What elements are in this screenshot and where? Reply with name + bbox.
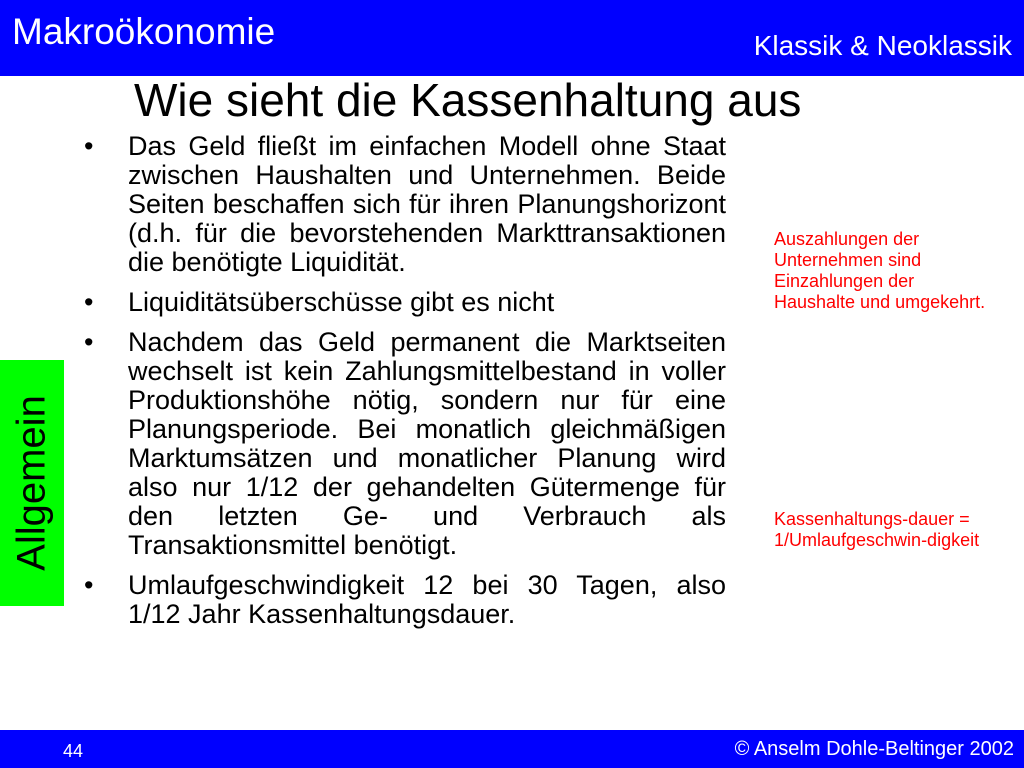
bullet-text: Liquiditätsüberschüsse gibt es nicht (128, 287, 555, 317)
side-note-formula: Kassenhaltungs-dauer = 1/Umlaufgeschwin-digkeit (774, 509, 980, 550)
section-tab-label: Allgemein (9, 395, 54, 571)
footer-bar (0, 730, 1024, 768)
list-item (84, 288, 726, 317)
bullet-text: Nachdem das Geld permanent die Marktseiten wechselt ist kein Zahlungsmittelbestand in voller Produktionshöhe nötig, sondern nur für eine Planungsperiode. Bei monatlich gleichmäßigen Marktumsätzen und monatlicher Planung wird also nur 1/12 der gehandelten Gütermenge für den letzten Ge- und Verbrauch als Transaktionsmittel benötigt. (128, 327, 726, 560)
page-number: 44 (63, 741, 84, 761)
list-item (84, 571, 726, 629)
list-item (84, 328, 726, 560)
section-tab (0, 360, 64, 606)
side-note-payments: Auszahlungen der Unternehmen sind Einzahlungen der Haushalte und umgekehrt. (774, 229, 986, 312)
slide-title: Wie sieht die Kassenhaltung aus (134, 74, 802, 126)
bullet-icon: • (84, 131, 94, 161)
chapter-title: Klassik & Neoklassik (753, 30, 1012, 61)
copyright: © Anselm Dohle-Beltinger 2002 (734, 738, 1014, 760)
bullet-icon: • (84, 327, 94, 357)
bullet-list (84, 132, 726, 640)
course-title: Makroökonomie (12, 11, 276, 52)
bullet-text: Das Geld fließt im einfachen Modell ohne Staat zwischen Haushalten und Unternehmen. Beide Seiten beschaffen sich für ihren Planungshorizont (d.h. für die bevorstehenden Markttransaktionen die benötigte Liquidität. (128, 131, 726, 277)
list-item (84, 132, 726, 277)
bullet-text: Umlaufgeschwindigkeit 12 bei 30 Tagen, also 1/12 Jahr Kassenhaltungsdauer. (128, 570, 726, 629)
header-bar (0, 0, 1024, 76)
bullet-icon: • (84, 287, 94, 317)
bullet-icon: • (84, 570, 94, 600)
